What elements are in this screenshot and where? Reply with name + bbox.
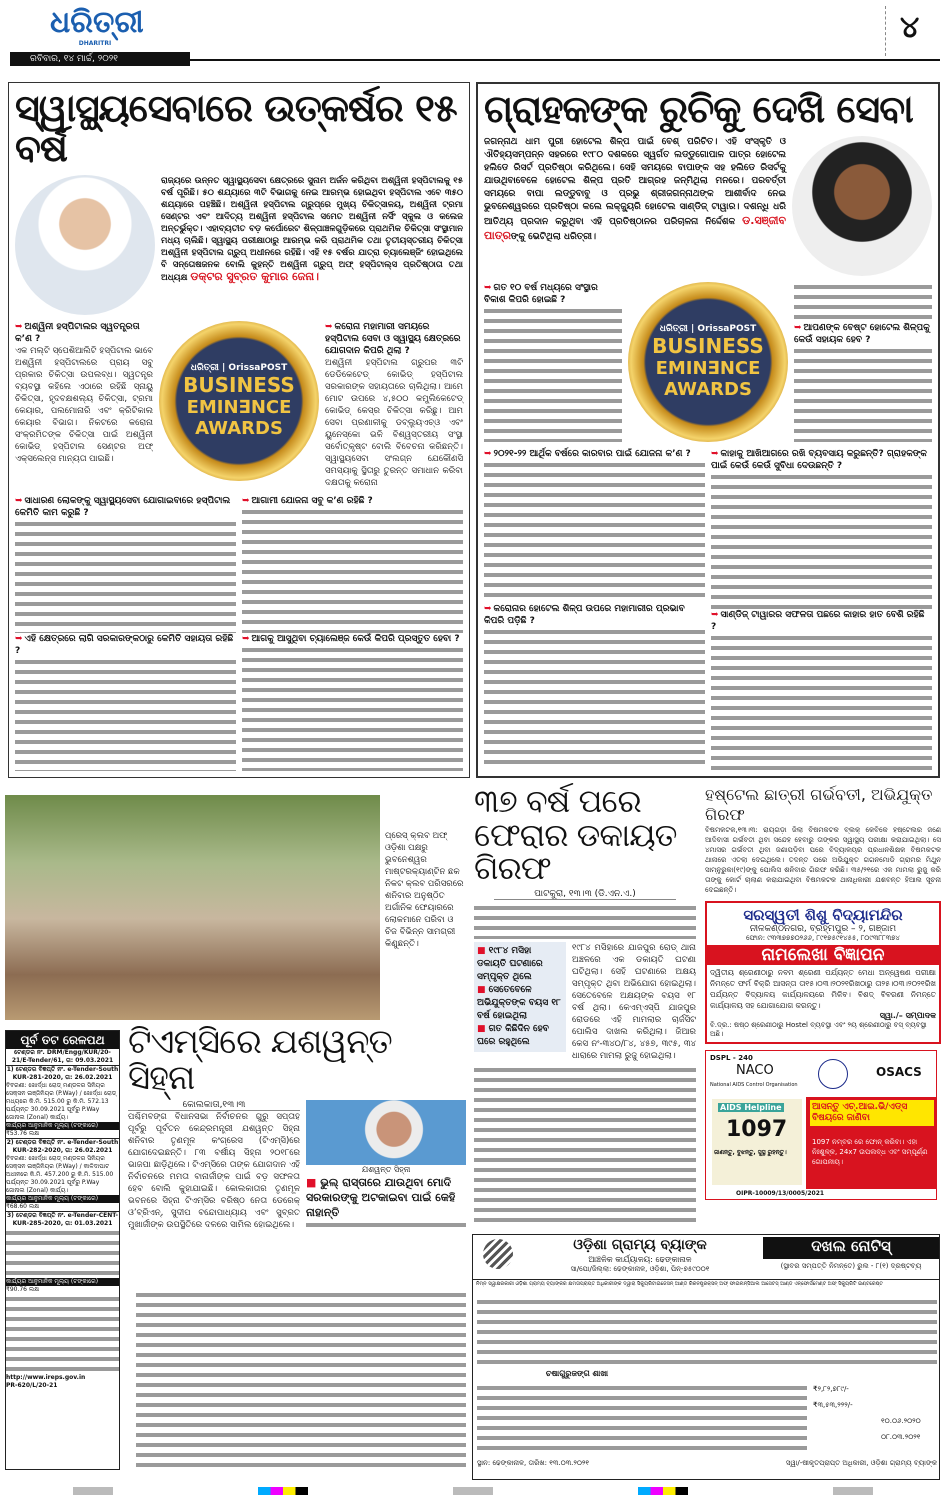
text: ₹53.76 ଲକ୍ଷ	[6, 1130, 39, 1137]
text: ଡ.ସଞ୍ଜୀବ ପାତ୍ର	[484, 213, 787, 242]
body-text-block	[15, 657, 236, 771]
text: ➥ ଗତ ୧୦ ବର୍ଷ ମଧ୍ୟରେ ସଂସ୍ଥାର ବିକାଶ କିପରି ହୋଇଛି ?	[484, 282, 622, 306]
text: ଟେଣ୍ଡର ନଂ. DRM/Engg/KUR/20-21/E-Tender/61, ତା: 09.03.2021	[11, 1049, 114, 1064]
text	[453, 1487, 493, 1495]
text: ➥ ଏହି କ୍ଷେତ୍ରରେ ଲାଗି ସରକାରଙ୍କଠାରୁ କେମିତି ସହାୟତା ରହିଛି ?	[15, 633, 236, 657]
text: ବିବରଣୀ: ଖୋର୍ଦ୍ଧା ରୋଡ୍ ମଣ୍ଡଳର ସିନିୟର ସେକ୍ସନ ଇଞ୍ଜିନିୟର (P.Way) / କାଳିଦାପାଟ ଅଧୀନରେ କି.ମି. 457.200 ରୁ କି.ମି. 515.00 ପର୍ଯ୍ୟନ୍ତ 30.09.2021 ପୂର୍ବରୁ P.Way ଜୋନାଲ (Zonal) କାର୍ଯ୍ୟ।	[6, 1155, 114, 1194]
text: ➥ ସାଧାରଣ ଲୋକଙ୍କୁ ସ୍ୱାସ୍ଥ୍ୟସେବା ଯୋଗାଇବାରେ ହସ୍ପିଟାଲ କେମିତି କାମ କରୁଛି ?	[15, 495, 236, 519]
qa-lower	[484, 448, 932, 770]
pull-quote: ■ ଭୁଲ୍ ରାସ୍ତାରେ ଯାଉଥିବା ମୋଦି ସରକାରଙ୍କୁ ଅଟକାଇବା ପାଇଁ କେହି ନାହାନ୍ତି	[306, 1175, 466, 1220]
text: BUSINESS	[652, 333, 764, 358]
text: ₹90.76 ଲକ୍ଷ	[6, 1286, 39, 1293]
text: ଧରିତ୍ରୀ | OrissaPOST	[659, 323, 757, 334]
text: ସ୍ୱା./– ସମ୍ପାଦକ	[879, 1011, 936, 1020]
qa-col-2	[794, 282, 932, 442]
qa-lower	[15, 495, 463, 771]
director-photo	[792, 136, 932, 276]
color-registration-bar	[0, 1484, 945, 1498]
text: ଧରିତ୍ରୀ	[659, 323, 688, 334]
text: ଙ୍କୁ ଭେଟିଥିଲା ଧରିତ୍ରୀ।	[510, 231, 597, 242]
text: ■ ୧୯୮୪ ମସିହା ଡକାୟତି ଘଟଣାରେ ସମ୍ପୃକ୍ତ ଥିଲେ	[477, 945, 563, 984]
body-text-block	[6, 1228, 119, 1278]
right-feature-article	[476, 82, 940, 778]
text: ଡକ୍ଟର ସୁବ୍ରତ କୁମାର ଜେନା।	[190, 269, 320, 283]
sinha-photo	[306, 1100, 466, 1165]
text: National AIDS Control Organisation	[710, 1082, 798, 1088]
text: ନିମ୍ନ ସ୍ୱାକ୍ଷରକାରୀ ଓଡ଼ିଶା ଗ୍ରାମ୍ୟ ବ୍ୟାଙ୍କର କ୍ଷମତାପ୍ରାପ୍ତ ଅଧିକାରୀଙ୍କ ଦ୍ୱାରା ସିକ୍ୟୁରିଟାଇଜେସନ୍ ଆଣ୍ଡ ରିକନଷ୍ଟ୍ରକ୍ସନ୍ ଅଫ୍ ଫାଇନାନ୍ସିଆଲ ଆସେଟସ୍ ଆଣ୍ଡ ଏନ୍‌ଫୋର୍ସମେଣ୍ଟ ଅଫ୍ ସିକ୍ୟୁରିଟି ଇଣ୍ଟରେଷ୍ଟ	[473, 1279, 939, 1289]
body-text-block	[474, 903, 696, 939]
text: ➥ ସାଣ୍ଡିଜ୍ ଟାୱାରର ସଫଳତା ପଛରେ କାହାର ହାତ ବେଶି ରହିଛି ?	[711, 609, 932, 633]
text: ଓଡ଼ିଶା ଗ୍ରାମ୍ୟ ବ୍ୟାଙ୍କ	[573, 1237, 707, 1253]
masthead	[0, 0, 945, 70]
text: 1097 ନମ୍ବର ରେ ଫୋନ୍ କରିବା। ଏହା ନିଃଶୁଳ୍କ, 24x7 ଉପଲବ୍ଧ ଏବଂ ସମ୍ପୂର୍ଣ୍ଣ ଗୋପନୀୟ।	[812, 1138, 928, 1166]
dateline: ପାଟକୁରା, ୧୩।୩ (ଡି.ଏନ.ଏ.)	[494, 889, 676, 900]
text: PR-620/L/20-21	[6, 1382, 58, 1389]
text: AIDS Helpline	[720, 1103, 782, 1112]
text: ଦଖଲ ନୋଟିସ୍	[763, 1237, 939, 1259]
award-badge	[159, 321, 319, 481]
tmc-article	[128, 1022, 466, 1231]
body-text-block	[242, 645, 463, 771]
tmc-text-col	[128, 1100, 300, 1230]
text: ଧରିତ୍ରୀ | OrissaPOST	[190, 362, 288, 373]
logo-text: ଧରିତ୍ରୀ	[50, 5, 144, 40]
text: OrissaPOST	[228, 362, 288, 373]
text: ➥ କାହାକୁ ଆଖିଆଗରେ ରଖି ବ୍ୟବସାୟ କରୁଛନ୍ତି? ଗ୍ରାହକଙ୍କ ପାଇଁ କେଉଁ କେଉଁ ସୁବିଧା ଦେଉଛନ୍ତି ?	[711, 448, 932, 472]
body-text-block	[15, 519, 236, 633]
body-text-block	[474, 1065, 696, 1225]
text	[638, 1487, 688, 1495]
logo[interactable]	[50, 5, 144, 47]
body-text-block	[306, 1220, 466, 1230]
text: OSACS	[876, 1065, 922, 1079]
text: ₹68.60 ଲକ୍ଷ	[6, 1203, 39, 1210]
headline: ୩୭ ବର୍ଷ ପରେ ଫେରାର ଡକାୟତ ଗିରଫ	[474, 782, 677, 888]
text: DSPL - 240	[710, 1054, 753, 1062]
text: ସରସ୍ୱତୀ ଶିଶୁ ବିଦ୍ୟାମନ୍ଦିର	[743, 906, 903, 924]
qa-lower-left	[15, 495, 236, 771]
text: ➥ ୨୦୨୧-୨୨ ଆର୍ଥିକ ବର୍ଷରେ କାରବାର ପାଇଁ ଯୋଜନା କ’ଣ ?	[484, 448, 705, 460]
text: ■ ଗତ କିଛିଦିନ ହେବ ଘରେ ରହୁଥିଲେ	[477, 1023, 563, 1049]
bank-possession-notice	[472, 1234, 940, 1480]
page-divider	[885, 6, 886, 56]
intro-row	[484, 136, 932, 276]
text: କାର୍ଯ୍ୟର ଆନୁମାନିକ ମୂଲ୍ୟ (ଟଙ୍କାରେ)	[6, 1278, 119, 1286]
body-text-block	[477, 1297, 937, 1367]
text: ସ୍ୱା/-ଷୀକୃତପ୍ରାପ୍ତ ଅଧିକାରୀ, ଓଡ଼ିଶା ଗ୍ରାମ୍ୟ ବ୍ୟାଙ୍କ	[785, 1459, 937, 1467]
question: ➥ ଅଶ୍ୱିନୀ ହସ୍ପିଟାଲର ସ୍ୱତନ୍ତ୍ରତା କ’ଣ ?	[15, 321, 153, 345]
body-text-block	[484, 627, 705, 770]
text: ଦ୍ୱିତୀୟ ଶ୍ରେଣୀଠାରୁ ନବମ ଶ୍ରେଣୀ ପର୍ଯ୍ୟନ୍ତ ମେଧା ଅନ୍ୱେଷଣ ପରୀକ୍ଷା ନିମନ୍ତେ ଫର୍ମ ବିକ୍ରି ଆସନ୍ତା ତା୧୫।୦୩।୨୦୨୧ରିଖଠାରୁ ତା୨୫।୦୩।୨୦୨୧ରିଖ ପର୍ଯ୍ୟନ୍ତ ବିଦ୍ୟାଳୟ କାର୍ଯ୍ୟାଳୟରେ ମିଳିବ। ବିଶଦ୍ ବିବରଣୀ ନିମନ୍ତେ କାର୍ଯ୍ୟାଳୟ ସହ ଯୋଗାଯୋଗ କରନ୍ତୁ।	[710, 968, 936, 1010]
body-text-block	[711, 633, 932, 770]
text: BUSINESS	[183, 372, 295, 397]
text: ➥ ଆପଣଙ୍କ ବେଷ୍ଟ ହୋଟେଲ ଶିଳ୍ପକୁ କେଉଁ ସହାୟକ ହେବ ?	[794, 322, 932, 346]
doctor-photo	[15, 175, 155, 315]
qa-lower-right	[242, 495, 463, 771]
body-text-block	[242, 507, 463, 633]
text	[258, 1487, 308, 1495]
text: ବିବରଣୀ: ଖୋର୍ଦ୍ଧା ରୋଡ୍ ମଣ୍ଡଳର ସିନିୟର ସେକ୍ସନ ଇଞ୍ଜିନିୟର (P.Way) / ଖୋର୍ଦ୍ଧା ରୋଡ୍ ମଧ୍ୟରେ କି.ମି. 515.00 ରୁ କି.ମି. 572.13 ପର୍ଯ୍ୟନ୍ତ 30.09.2021 ପୂର୍ବରୁ P.Way ଜୋନାଲ (Zonal) କାର୍ଯ୍ୟ।	[6, 1082, 117, 1121]
text	[833, 1487, 873, 1495]
railway-tender-notice	[5, 1030, 120, 1470]
photo-caption: ପ୍ରେସ୍ କ୍ଲବ ଅଫ୍ ଓଡ଼ିଶା ପକ୍ଷରୁ ଭୁବନେଶ୍ୱର ମାଷ୍ଟରକ୍ୟାଣ୍ଟିନ ଛକ ନିକଟ କ୍ଲବ ପରିସରରେ ଶନିବାର ଅନୁଷ୍ଠିତ ଅର୍ଗାନିକ ଫେୟାରରେ ଲୋକମାନେ ପରିବା ଓ ଚିଜ ବିଭିନ୍ନ ସାମଗ୍ରୀ କିଣୁଛନ୍ତି।	[385, 831, 464, 949]
text: ୦୮.୦୩.୨୦୨୧	[881, 1433, 921, 1441]
bank-logo-icon	[483, 1239, 513, 1269]
award-badge	[628, 282, 788, 442]
qa-award-row	[15, 321, 463, 489]
text: ➥ ଆଗାମୀ ଯୋଜନା ସବୁ କ’ଣ ରହିଛି ?	[242, 495, 463, 507]
text: ଜଗନ୍ନାଥ ଧାମ ପୁରୀ ହୋଟେଲ ଶିଳ୍ପ ପାଇଁ ବେଶ୍ ପରିଚିତ। ଏହି ସଂସ୍କୃତି ଓ ଐତିହ୍ୟସମ୍ପନ୍ନ ସହରରେ ୧୯୮୦ ଦଶକରେ ସ୍ୱର୍ଗତ ଲଡ୍ଡୁଗୋପାଳ ପାତ୍ର ହୋଟେଲ ହଲିଡେ ରିସର୍ଟ ପ୍ରତିଷ୍ଠା କରିଥିଲେ। ସେହି ସମୟରେ ବାପାଙ୍କ ସହ ହଲିଡେ ରିସର୍ଟକୁ ଯାଉଥିବାବେଳେ ହୋଟେଲ ଶିଳ୍ପ ପ୍ରତି ଆଗ୍ରହ ଜନ୍ମିଥିଲା ମନରେ। ପରବର୍ତ୍ତୀ ସମୟରେ ବାପା ଲଡ୍ଡୁବାବୁ ଓ ପ୍ରଭୁ ଶ୍ରୀଜଗନ୍ନାଥଙ୍କ ଆଶୀର୍ବାଦ ନେଇ ଭୁବନେଶ୍ୱରରେ ପ୍ରତିଷ୍ଠା କଲେ ଲକ୍ଜ୍ୟୁରି ହୋଟେଲ ସାଣ୍ଡିଜ୍ ଟାୱାର। ଦଶନ୍ଧି ଧରି ଆତିଥ୍ୟ ପ୍ରଦାନ କରୁଥିବା ଏହି ପ୍ରତିଷ୍ଠାନର ପରିଚାଳନା ନିର୍ଦ୍ଦେଶକ	[484, 136, 786, 227]
text: NACO	[736, 1063, 774, 1078]
photo-caption: ଯଶୱନ୍ତ ସିହ୍ନା	[361, 1165, 411, 1174]
text: EMIN∃NCE	[655, 357, 761, 379]
dateline: କୋଲକାତା,୧୩।୩	[128, 1100, 300, 1111]
body-text-block	[794, 282, 932, 322]
article-text: ୧୯୮୪ ମସିହାରେ ଯାଜପୁର ରୋଡ୍ ଥାନା ଅଞ୍ଚଳରେ ଏକ ଡକାୟତି ଘଟଣା ଘଟିଥିଲା। ସେହି ଘଟଣାରେ ଅକ୍ଷୟ ସମ୍ପୃକ୍ତ ଥିବା ଅଭିଯୋଗ ହୋଇଥିଲା। ସେତେବେଳେ ଅକ୍ଷୟଙ୍କ ବୟସ ୧୮ ବର୍ଷ ଥିଲା। କେଏମ୍ଏସ୍‌ପି ଯାଜପୁର ରୋଡରେ ଏହି ମାମଲାର ଚାର୍ଜସିଟ ପୋଲିସ ଦାଖଲ କରିଥିଲା। ଜିଆର କେସ ନଂ-୩୪୦/୮୪, ୪୫୭, ୩୯୫, ୩୪ ଧାରାରେ ମାମଲା ରୁଜୁ ହୋଇଥିଲା।	[572, 942, 696, 1061]
body-text-block	[136, 1290, 466, 1470]
text: ➥ କରୋନାର ହୋଟେଲ ଶିଳ୍ପ ଉପରେ ମହାମାରୀର ପ୍ରଭାବ କିପରି ପଡ଼ିଛି ?	[484, 603, 705, 627]
text: (ସ୍ଥାବର ସମ୍ପତ୍ତି ନିମନ୍ତେ) ରୁଲ - ୮(୧) ଦ୍ରଷ୍ଟବ୍ୟ	[780, 1262, 922, 1270]
article-text: ବିଷମକଟକ,୧୩।୩: ରାୟଗଡ଼ା ଜିଲା ବିଷମକଟକ ବ୍ଲକ୍ କେବିକେ ହଷ୍ଟେଲର ଜଣେ ଆଦିବାସୀ ଗର୍ଭବତୀ ଥିବା ସନ୍ଦେହ ହେବାରୁ ତାଙ୍କର ସ୍ୱାସ୍ଥ୍ୟ ପରୀକ୍ଷା କରାଯାଇଥିଲା। ସେ ୪ମାସର ଗର୍ଭବତୀ ଥିବା ଜଣାପଡ଼ିବା ପରେ ବିଦ୍ୟାଳୟର ପ୍ରଧାନଶିକ୍ଷକ ବିଷମକଟକ ଥାନାରେ ଏତଲା ଦେଇଥିଲେ। ତଦନ୍ତ ପରେ ଅଭିଯୁକ୍ତ ଗଗନମୋଡି ଗ୍ରାମର ମିଥୁନ ସାମ୍ନୁରୁକା(୧୯)ଙ୍କୁ ପୋଲିସ ଶନିବାର ଗିରଫ କରିଛି। ୩୫/୨୧ରେ ଏକ ମାମଲା ରୁଜୁ କରି ତାଙ୍କୁ କୋର୍ଟ ଚାଲାଣ କରାଯାଇଥିବା ବିଷମକଟକ ଥାନାଧିକାରୀ ଯଶବନ୍ତ ହିଆଲ ସୂଚନା ଦେଇଛନ୍ତି।	[705, 826, 941, 894]
text: 2) ଟେଣ୍ଡର ବିଜ୍ଞପ୍ତି ନଂ. e-Tender-South KUR-282-2020, ତା: 26.02.2021	[6, 1139, 119, 1154]
text: କାର୍ଯ୍ୟର ଆନୁମାନିକ ମୂଲ୍ୟ (ଟଙ୍କାରେ)	[6, 1122, 119, 1130]
text: 3) ଟେଣ୍ଡର ବିଜ୍ଞପ୍ତି ନଂ. e-Tender-CENT-KUR-285-2020, ତା: 01.03.2021	[7, 1212, 118, 1227]
aids-helpline-ad	[705, 1050, 937, 1200]
text: ନାମଲେଖା ବିଜ୍ଞାପନ	[707, 945, 939, 965]
article-text: ପଶ୍ଚିମବଙ୍ଗ ବିଧାନସଭା ନିର୍ବାଚନର ଗୁରୁ ସପ୍ତାହ ପୂର୍ବରୁ ପୂର୍ବତନ କେନ୍ଦ୍ରମନ୍ତ୍ରୀ ଯଶୱନ୍ତ ସିହ୍ନା ଶନିବାର ତୃଣମୂଳ କଂଗ୍ରେସ (ଟିଏମ୍‌ସି)ରେ ଯୋଗଦେଇଛନ୍ତି। ୮୩ ବର୍ଷୀୟ ସିହ୍ନା ୨୦୧୮ରେ ଭାଜପା ଛାଡ଼ିଥିଲେ। ଟିଏମ୍‌ସିରେ ତାଙ୍କ ଯୋଗଦାନ ଏହି ନିର୍ବାଚନରେ ମମତା ବାନାର୍ଜୀଙ୍କ ପାଇଁ ବଡ଼ ସଫଳତା ହେବ ବୋଲି କୁହାଯାଇଛି। କୋଲକାତାର ତୃଣମୂଳ ଭବନରେ ସିହ୍ନା ଟିଏମ୍‌ସିର ବରିଷ୍ଠ ନେତା ଡେରେକ୍ ଓ’ବ୍ରିଏନ୍, ସୁଦୀପ ବନ୍ଦୋପାଧ୍ୟାୟ ଏବଂ ସୁବ୍ରତ ମୁଖାର୍ଜୀଙ୍କ ଉପସ୍ଥିତିରେ ଦଳରେ ସାମିଲ ହୋଇଥିଲେ।	[128, 1112, 300, 1231]
hostel-article	[705, 785, 941, 895]
text	[73, 1487, 113, 1495]
headline: ଗ୍ରାହକଙ୍କ ରୁଚିକୁ ଦେଖି ସେବା	[484, 87, 913, 131]
right-lower-column	[705, 785, 941, 1200]
tender-website-link[interactable]: http://www.ireps.gov.in	[6, 1374, 86, 1381]
intro-text	[161, 175, 463, 315]
intro-text	[484, 136, 786, 276]
text: 1) ଟେଣ୍ଡର ବିଜ୍ଞପ୍ତି ନଂ. e-Tender-South KUR-281-2020, ତା: 26.02.2021	[6, 1066, 119, 1081]
text: OrissaPOST	[697, 323, 757, 334]
text: ₹୩,୫୩,୨୨୨/-	[813, 1401, 853, 1409]
text: ଜାଣନ୍ତୁ, ବୁଝନ୍ତୁ, ସୁସ୍ଥ ରୁହନ୍ତୁ।	[714, 1149, 787, 1156]
question: ➥ କରୋନା ମହାମାରୀ ସମୟରେ ହସ୍ପିଟାଲ ସେବା ଓ ସ୍ୱାସ୍ଥ୍ୟ କ୍ଷେତ୍ରରେ ଯୋଗଦାନ କିପରି ଥିଲା ?	[325, 321, 463, 357]
text: ୧୦.୦୬.୨୦୨୦	[881, 1417, 921, 1425]
tmc-photo-col	[306, 1100, 466, 1230]
qa-left-col	[15, 321, 153, 489]
text: ବି.ଦ୍ର.: ଷଷ୍ଠ ଶ୍ରେଣୀଠାରୁ Hostel ବ୍ୟବସ୍ଥା ଏବଂ ୨ୟ ଶ୍ରେଣୀଠାରୁ ବସ୍ ବ୍ୟବସ୍ଥା ଅଛି।	[710, 1021, 927, 1038]
qa-award-row	[484, 282, 932, 442]
odisha-emblem-icon	[818, 1059, 848, 1089]
school-admission-ad	[705, 901, 941, 1044]
headline: ହଷ୍ଟେଲ ଛାତ୍ରୀ ଗର୍ଭବତୀ, ଅଭିଯୁକ୍ତ ଗିରଫ	[705, 785, 933, 824]
body-text-block	[484, 306, 622, 442]
highlights-box	[474, 942, 566, 1052]
body-text-block	[794, 346, 932, 442]
text: EMIN∃NCE	[186, 396, 292, 418]
answer: ଏକ ମଲ୍ଟି ସ୍ପେଶିଆଲିଟି ହସ୍ପିଟାଲ ଭାବେ ଅଶ୍ୱିନୀ ହସ୍ପିଟାଲରେ ପ୍ରାୟ ସବୁ ପ୍ରକାର ଚିକିତ୍ସା ଉପଲବ୍ଧ। ସ୍ୱତନ୍ତ୍ର ବ୍ୟବସ୍ଥା କହିଲେ ଏଠାରେ ରହିଛି ସ୍ନାୟୁ ଚିକିତ୍ସା, ହୃଦବକ୍ଷଶଲ୍ୟ ଚିକିତ୍ସା, ଟ୍ରମା କେୟାର, ପଲମୋନାରି ଏବଂ କ୍ରିଟିକାଲ କେୟାର ବିଭାଗ। ନିକଟରେ କରୋନା ସଂକ୍ରମିତଙ୍କ ଚିକିତ୍ସା ପାଇଁ ଅଶ୍ୱିନୀ କୋଭିଡ୍ ହସ୍ପିଟାଲ ସେଣ୍ଟର ଅଫ୍ ଏକ୍ସଲେନ୍ସ ମାନ୍ୟତା ପାଇଛି।	[15, 345, 153, 464]
text: OIPR-10009/13/0005/2021	[736, 1190, 825, 1197]
text: 1097	[726, 1117, 788, 1142]
text: ରାଜ୍ୟରେ ଉନ୍ନତ ସ୍ୱାସ୍ଥ୍ୟସେବା କ୍ଷେତ୍ରରେ ସୁନାମ ଅର୍ଜନ କରିଥିବା ଅଶ୍ୱିନୀ ହସ୍ପିଟାଲକୁ ୧୫ ବର୍ଷ ପୂରିଛି। ୫୦ ଶଯ୍ୟାରେ ୩ଟି ବିଭାଗକୁ ନେଇ ଆରମ୍ଭ ହୋଇଥିବା ହସ୍ପିଟାଲ ଏବେ ୩୫୦ ଶଯ୍ୟାରେ ପହଞ୍ଚିଛି। ଅଶ୍ୱିନୀ ହସ୍ପିଟାଲ ଗ୍ରୁପ୍‌ରେ ମୁଖ୍ୟ ଚିକିତ୍ସାଳୟ, ଅଶ୍ୱିନୀ ଟ୍ରମା ସେଣ୍ଟର ଏବଂ ଆଦିତ୍ୟ ଅଶ୍ୱିନୀ ହସ୍ପିଟାଲ ସମେତ ଅଶ୍ୱିନୀ ନର୍ସିଂ ସ୍କୁଲ ଓ କଲେଜ ଅନ୍ତର୍ଭୁକ୍ତ। ଏହାବ୍ୟତୀତ ବଡ଼ କର୍ପୋରେଟ ଶିଳ୍ପାଞ୍ଚଳଗୁଡ଼ିକରେ ପ୍ରାଥମିକ ଚିକିତ୍ସା ସଂସ୍ଥାମାନ ମଧ୍ୟ ଚାଲିଛି। ସ୍ୱାସ୍ଥ୍ୟ ପରୀକ୍ଷାଠାରୁ ଆରମ୍ଭ କରି ପ୍ରାଥମିକ ତଥା ତୃତୀୟସ୍ତରୀୟ ଚିକିତ୍ସା ଅଶ୍ୱିନୀ ହସ୍ପିଟାଲ ଗ୍ରୁପ୍ ଅଧୀନରେ ରହିଛି। ଏହି ୧୫ ବର୍ଷର ଯାତ୍ରା ଚ୍ୟାଲେଞ୍ଜିଂ ହୋଇଥିଲେ ବି ସନ୍ତୋଷଜନକ ବୋଲି କୁହନ୍ତି ଅଶ୍ୱିନୀ ଗ୍ରୁପ୍ ଅଫ୍ ହସ୍ପିଟାଲ୍ସ ପ୍ରତିଷ୍ଠାତା ତଥା ଅଧ୍ୟକ୍ଷ	[161, 175, 463, 283]
body-text-block	[484, 460, 705, 603]
headline: ସ୍ୱାସ୍ଥ୍ୟସେବାରେ ଉତ୍କର୍ଷର ୧୫ ବର୍ଷ	[15, 86, 457, 170]
dacoit-article	[474, 782, 696, 1225]
text: ➥ ଆଗକୁ ଆସୁଥିବା ଚ୍ୟାଲେଞ୍ଜ କେଉଁ କିପରି ପ୍ରସ୍ତୁତ ହେବା ?	[242, 633, 463, 645]
answer: ଅଶ୍ୱିନୀ ହସ୍ପିଟାଲ ଗ୍ରୁପର ୩ଟି ଡେଡିକେଟେଡ୍ କୋଭିଡ୍ ହସ୍ପିଟାଲ ସରକାରଙ୍କ ସହାୟତାରେ ଚାଲିଥିଲା। ଆମେ ମୋଟ ଉପରେ ୪,୫୦୦ କମ୍ପ୍ଲିକେଟେଡ୍ କୋଭିଡ୍ କେସ୍‌ର ଚିକିତ୍ସା କରିଛୁ। ଆମ ସେବା ପ୍ରଣାଳୀକୁ ଡବ୍ଲ୍ୟୁଏଚ୍ଓ ଏବଂ ୟୁନେସ୍କୋ ଭଳି ବିଶ୍ୱସ୍ତରୀୟ ସଂସ୍ଥା ସର୍ବୋତ୍କୃଷ୍ଟ ବୋଲି ବିବେଚନା କରିଛନ୍ତି। ସ୍ୱାସ୍ଥ୍ୟସେବା ସଂଲଗ୍ନ ଯେକୌଣସି ସମସ୍ୟାକୁ ସ୍ଥିତାରୁ ତୁରନ୍ତ ସମାଧାନ କରିବା ଦକ୍ଷତାକୁ କରୋନା	[325, 357, 463, 488]
dacoit-body-row	[474, 942, 696, 1062]
text: ଫୋନ: ୯୩୩୭୭୭୦୨୬୬, ୮୯୧୭୫୯୧୪୫୫, ୮୦୯୩୮୮୩୭୪	[746, 934, 900, 942]
text: ■ ସେତେବେଳେ ଅଭିଯୁକ୍ତଙ୍କ ବୟସ ୧୮ ବର୍ଷ ହୋଇଥିଲା	[477, 984, 563, 1023]
date-bar: ରବିବାର, ୧୪ ମାର୍ଚ୍ଚ, ୨୦୨୧	[10, 52, 190, 66]
body-text-block	[711, 472, 932, 609]
qa-lower-left	[484, 448, 705, 770]
text: କାର୍ଯ୍ୟର ଆନୁମାନିକ ମୂଲ୍ୟ (ଟଙ୍କାରେ)	[6, 1195, 119, 1203]
body-text-block	[6, 1294, 119, 1374]
text: AWARDS	[664, 378, 752, 400]
organic-fair-photo	[5, 795, 380, 1020]
tmc-body-row	[128, 1100, 466, 1230]
header-rule	[190, 59, 940, 61]
qa-col-1	[484, 282, 622, 442]
text: ଆଞ୍ଚଳିକ କାର୍ଯ୍ୟାଳୟ: ଢେଙ୍କାନାଳ	[588, 1255, 692, 1264]
qa-right-col	[325, 321, 463, 489]
text: AWARDS	[195, 417, 283, 439]
text: ₹୨,୮୨,୭୮୯/-	[813, 1385, 849, 1393]
text: ପୂର୍ବ ତଟ ରେଳପଥ	[6, 1031, 119, 1049]
text: ଚଷାଗୁରୁଜଙ୍ଗ ଶାଖା	[545, 1369, 609, 1378]
text: ଧରିତ୍ରୀ	[190, 362, 219, 373]
page-number: ୪	[900, 10, 920, 45]
logo-subtext: DHARITRI	[78, 40, 112, 47]
text: ସ୍ଥାନ: ଢେଙ୍କାନାଳ, ତାରିଖ: ୧୩.୦୩.୨୦୨୧	[477, 1459, 590, 1467]
text: ନୀଳକଣ୍ଠନଗର, ବ୍ରହ୍ମପୁର – ୨, ଗଞ୍ଜାମ	[749, 924, 897, 934]
text: ଆସନ୍ତୁ ଏଚ୍.ଆଇ.ଭି/ଏଡ୍‌ସ ବିଷୟରେ ଜାଣିବା	[810, 1100, 934, 1126]
text: ସା/ପୋ/ଜିଲ୍ଲା: ଢେଙ୍କାନାଳ, ଓଡ଼ିଶା, ପିନ୍-୭୫୯୦୦୧	[570, 1265, 710, 1273]
left-feature-article	[8, 82, 470, 778]
headline: ଟିଏମ୍‌ସିରେ ଯଶୱନ୍ତ ସିହ୍ନା	[128, 1022, 392, 1098]
body-text-block	[477, 1383, 807, 1453]
intro-row	[15, 175, 463, 315]
qa-lower-right	[711, 448, 932, 770]
